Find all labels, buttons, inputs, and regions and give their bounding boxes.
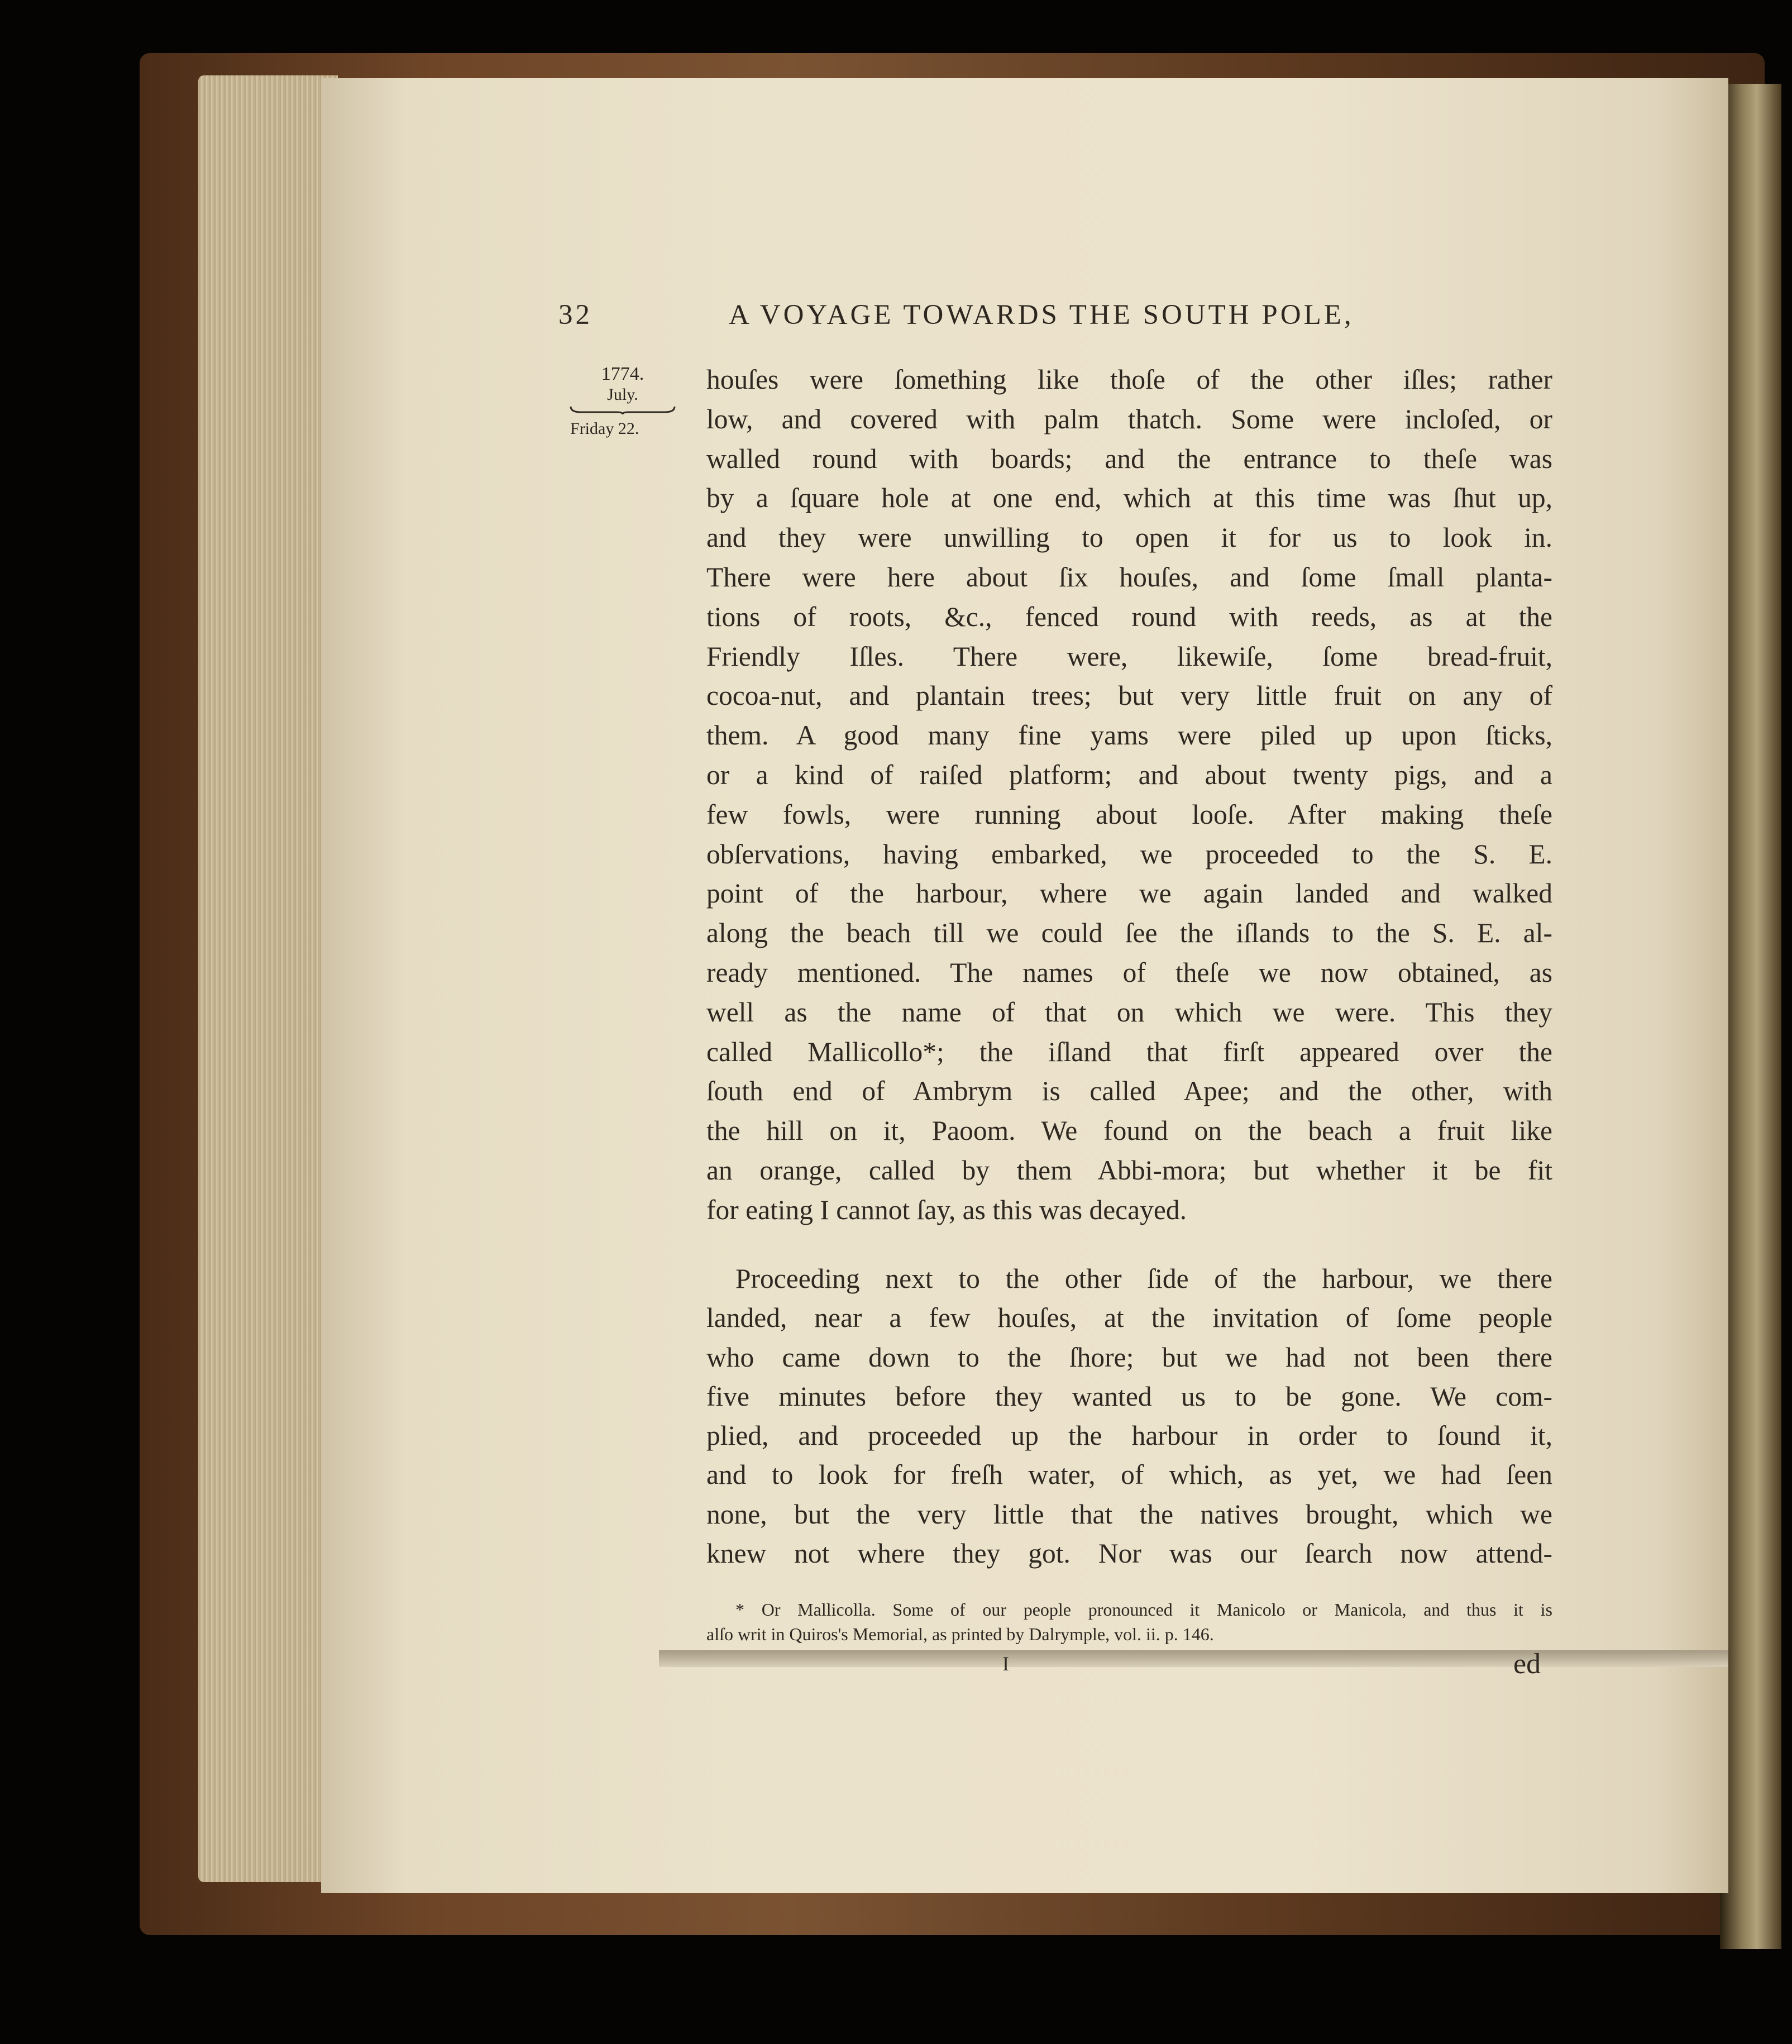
- paragraph1-line: low, and covered with palm thatch. Some were incloſed, or: [706, 403, 1552, 434]
- paragraph2-line: knew not where they got. Nor was our ſearch now attend-: [706, 1538, 1552, 1569]
- paragraph1-line: point of the harbour, where we again landed and walked: [706, 878, 1552, 909]
- paragraph1-line: an orange, called by them Abbi-mora; but whether it be fit: [706, 1154, 1552, 1186]
- paragraph1-line: houſes were ſomething like thoſe of the other iſles; rather: [706, 364, 1552, 395]
- paragraph2-line: landed, near a few houſes, at the invitation of ſome people: [706, 1302, 1552, 1334]
- margin-date-note: [567, 363, 678, 438]
- paragraph1-line: ſouth end of Ambrym is called Apee; and the other, with: [706, 1076, 1552, 1107]
- paragraph1-line: for eating I cannot ſay, as this was decayed.: [706, 1194, 1187, 1225]
- page-edges-stack: [198, 75, 338, 1882]
- signature-mark: I: [1002, 1653, 1009, 1675]
- paragraph2-line: plied, and proceeded up the harbour in order to ſound it,: [706, 1420, 1552, 1451]
- paragraph1-line: and they were unwilling to open it for us to look in.: [706, 522, 1552, 553]
- paragraph1-line: the hill on it, Paoom. We found on the beach a fruit like: [706, 1115, 1552, 1147]
- paragraph1-line: by a ſquare hole at one end, which at this time was ſhut up,: [706, 483, 1552, 514]
- footnote-line: alſo writ in Quiros's Memorial, as printed by Dalrymple, vol. ii. p. 146.: [706, 1624, 1214, 1644]
- paragraph-1: [706, 360, 1552, 1230]
- paragraph1-line: them. A good many fine yams were piled up upon ſticks,: [706, 720, 1552, 751]
- running-title: A VOYAGE TOWARDS THE SOUTH POLE,: [729, 299, 1354, 331]
- page-lower-fold: [659, 1650, 1728, 1667]
- paragraph1-line: There were here about ſix houſes, and ſome ſmall planta-: [706, 561, 1552, 593]
- paragraph1-line: walled round with boards; and the entrance to theſe was: [706, 443, 1552, 474]
- footnote-line: * Or Mallicolla. Some of our people pronounced it Manicolo or Manicola, and thus it is: [735, 1599, 1552, 1620]
- paragraph1-line: cocoa-nut, and plantain trees; but very little fruit on any of: [706, 680, 1552, 711]
- paragraph2-line: who came down to the ſhore; but we had not been there: [706, 1341, 1552, 1373]
- facing-page-edge: [1720, 84, 1781, 1949]
- paragraph1-line: well as the name of that on which we were. This they: [706, 996, 1552, 1028]
- paragraph2-line: five minutes before they wanted us to be gone. We com-: [706, 1381, 1552, 1412]
- margin-month: July.: [607, 385, 638, 404]
- paragraph1-line: called Mallicollo*; the iſland that firſt appeared over the: [706, 1036, 1552, 1067]
- paragraph1-line: ready mentioned. The names of theſe we now obtained, as: [706, 957, 1552, 988]
- paragraph1-line: obſervations, having embarked, we proceeded to the S. E.: [706, 838, 1552, 870]
- running-head: [558, 299, 1558, 332]
- margin-day: Friday 22.: [570, 419, 639, 438]
- footnote: [706, 1597, 1552, 1646]
- paragraph1-line: few fowls, were running about looſe. After making theſe: [706, 799, 1552, 830]
- paragraph2-line: and to look for freſh water, of which, as yet, we had ſeen: [706, 1459, 1552, 1491]
- catchword: ed: [1513, 1648, 1541, 1680]
- page-number: 32: [558, 299, 592, 331]
- paragraph-2: [706, 1259, 1552, 1573]
- paragraph2-line: none, but the very little that the natives brought, which we: [706, 1498, 1552, 1530]
- paragraph1-line: along the beach till we could ſee the iſlands to the S. E. al-: [706, 918, 1552, 949]
- paragraph1-line: or a kind of raiſed platform; and about twenty pigs, and a: [706, 759, 1552, 790]
- paragraph1-line: Friendly Iſles. There were, likewiſe, ſome bread-fruit,: [706, 641, 1552, 672]
- paragraph1-line: tions of roots, &c., fenced round with reeds, as at the: [706, 601, 1552, 632]
- margin-year: 1774.: [601, 364, 644, 384]
- brace-icon: [570, 405, 676, 414]
- paragraph2-line: Proceeding next to the other ſide of the harbour, we there: [735, 1263, 1552, 1294]
